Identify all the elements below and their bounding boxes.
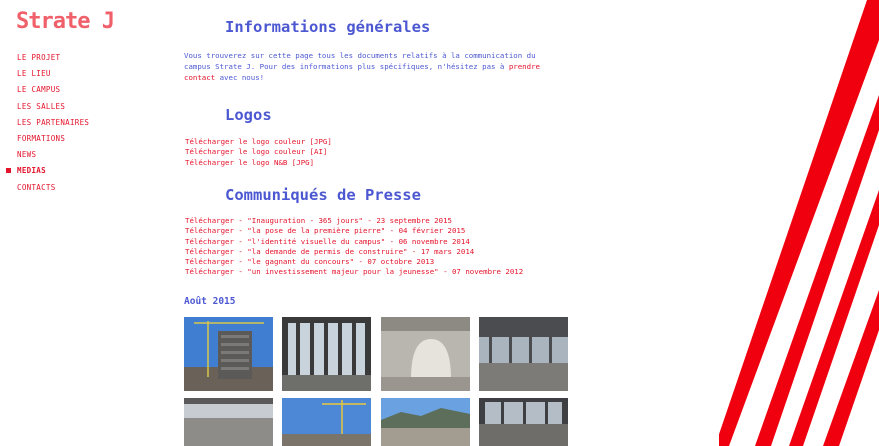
nav-item-lieu[interactable]: LE LIEU [17,69,51,79]
press-download-link[interactable]: Télécharger - "Inauguration - 365 jours" - 23 septembre 2015 [185,216,452,225]
photo-thumbnail[interactable] [381,398,470,446]
press-download-list [185,216,523,278]
photo-thumbnail[interactable] [381,317,470,391]
contact-link[interactable]: prendre contact [184,62,540,82]
photo-thumbnail[interactable] [479,317,568,391]
logo-download-link[interactable]: Télécharger le logo couleur [AI] [185,147,328,157]
logo-download-link[interactable]: Télécharger le logo N&B [JPG] [185,157,315,167]
nav-item-contacts[interactable]: CONTACTS [17,182,56,192]
nav-item-partenaires[interactable]: LES PARTENAIRES [17,117,90,127]
press-download-link[interactable]: Télécharger - "un investissement majeur pour la jeunesse" - 07 novembre 2012 [185,267,524,277]
intro-paragraph [184,50,554,83]
decorative-stripes [719,0,879,446]
intro-end: avec nous! [215,73,265,82]
press-download-link[interactable]: Télécharger - "la pose de la première pierre" - 04 février 2015 [185,226,466,236]
nav-item-news[interactable]: NEWS [17,150,37,160]
press-download-link[interactable]: Télécharger - "le gagnant du concours" - 07 octobre 2013 [185,257,435,267]
nav-item-medias[interactable]: MEDIAS [17,165,89,181]
logos-title: Logos [225,106,272,124]
main-nav [17,52,89,198]
site-logo[interactable]: Strate J [16,9,114,34]
press-title: Communiqués de Presse [225,186,421,204]
press-download-link[interactable]: Télécharger - "la demande de permis de construire" - 17 mars 2014 [185,246,475,256]
logo-download-link[interactable]: Télécharger le logo couleur [JPG] [185,137,332,146]
nav-item-salles[interactable]: LES SALLES [17,101,66,111]
nav-item-formations[interactable]: FORMATIONS [17,133,66,143]
nav-item-campus[interactable]: LE CAMPUS [17,85,61,95]
general-info-title: Informations générales [225,18,431,36]
photo-thumbnail[interactable] [184,317,273,391]
press-download-link[interactable]: Télécharger - "l'identité visuelle du campus" - 06 novembre 2014 [185,236,470,246]
photo-thumbnail[interactable] [282,398,371,446]
photo-thumbnail[interactable] [479,398,568,446]
gallery-title: Août 2015 [184,296,236,307]
photo-thumbnail[interactable] [184,398,273,446]
nav-item-projet[interactable]: LE PROJET [17,53,61,62]
intro-text: Vous trouverez sur cette page tous les documents relatifs à la communication du campus Strate J. Pour des informations plus spécifiques, n'hésitez pas à [184,51,536,71]
logo-download-list [185,137,332,168]
photo-thumbnail[interactable] [282,317,371,391]
